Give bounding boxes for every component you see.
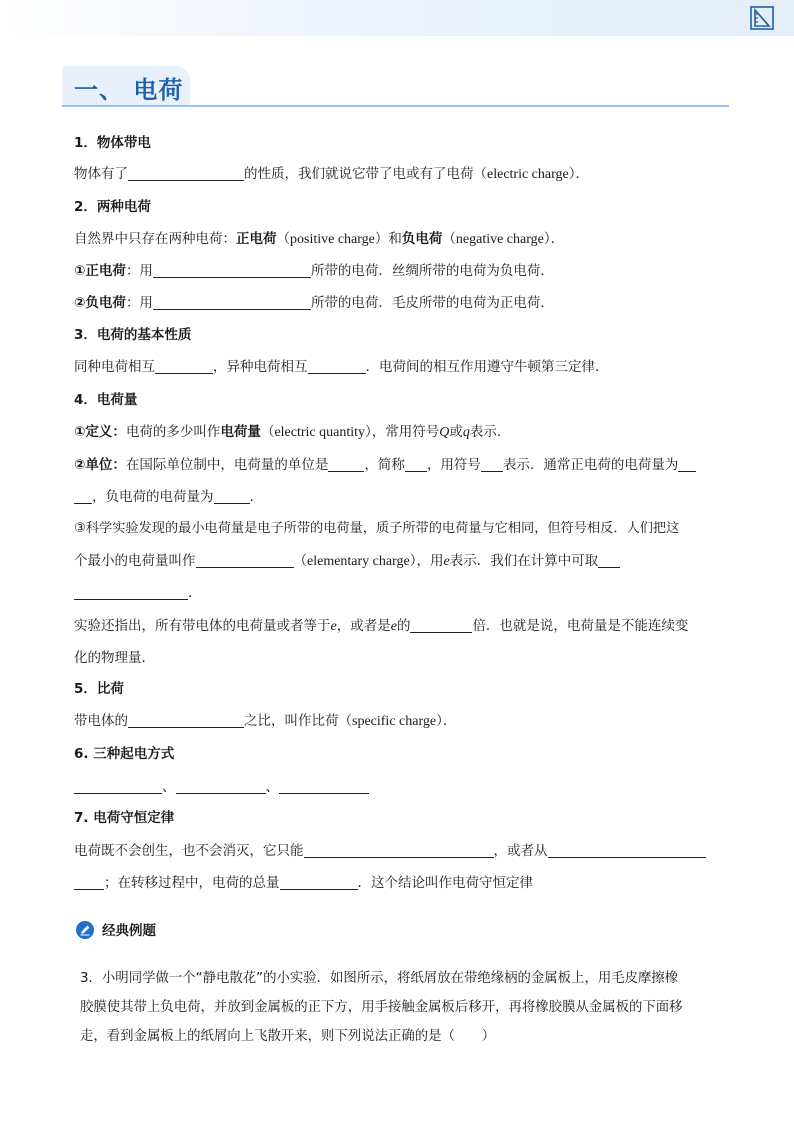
- blank[interactable]: [74, 585, 188, 600]
- blank[interactable]: [74, 489, 92, 504]
- experiment-line: 实验还指出，所有带电体的电荷量或者等于e，或者是e的 倍．也就是说，电荷量是不能连续变: [74, 618, 689, 634]
- heading-5: 5．比荷: [74, 681, 124, 697]
- blank[interactable]: [176, 779, 266, 794]
- blank[interactable]: [308, 359, 366, 374]
- blank[interactable]: [153, 263, 311, 278]
- blank[interactable]: [153, 295, 311, 310]
- blank[interactable]: [196, 553, 294, 568]
- blank[interactable]: [214, 489, 250, 504]
- header-rule: [62, 105, 729, 107]
- blank[interactable]: [410, 618, 472, 633]
- blank[interactable]: [279, 779, 369, 794]
- blank[interactable]: [678, 457, 696, 472]
- section-title: 一、 电荷: [74, 76, 184, 104]
- unit-line-2: ，负电荷的电荷量为 ．: [74, 487, 263, 507]
- heading-1: 1．物体带电: [74, 135, 151, 151]
- definition-line: ①定义：电荷的多少叫作电荷量（electric quantity），常用符号Q或q表示．: [74, 424, 511, 440]
- heading-2: 2．两种电荷: [74, 199, 151, 215]
- blank[interactable]: [598, 553, 620, 568]
- paragraph-3: 同种电荷相互 ，异种电荷相互 ．电荷间的相互作用遵守牛顿第三定律．: [74, 359, 609, 375]
- negative-charge-line: ②负电荷：用 所带的电荷．毛皮所带的电荷为正电荷．: [74, 295, 554, 311]
- blank[interactable]: [405, 457, 427, 472]
- paragraph-6: 、 、: [74, 777, 369, 797]
- paragraph-1: 物体有了 的性质，我们就说它带了电或有了电荷（electric charge）．: [74, 166, 589, 182]
- blank[interactable]: [304, 843, 494, 858]
- unit-line: ②单位：在国际单位制中，电荷量的单位是 ，简称 ，用符号 表示．通常正电荷的电荷量为: [74, 455, 696, 475]
- blank[interactable]: [128, 166, 244, 181]
- blank[interactable]: [280, 875, 358, 890]
- experiment-line-2: 化的物理量．: [74, 650, 155, 666]
- example-label: 经典例题: [102, 923, 156, 939]
- pencil-badge-icon: [76, 921, 94, 939]
- blank[interactable]: [548, 843, 706, 858]
- paragraph-2: 自然界中只存在两种电荷：正电荷（positive charge）和负电荷（negative charge）．: [74, 231, 565, 247]
- science-line: ③科学实验发现的最小电荷量是电子所带的电荷量，质子所带的电荷量与它相同，但符号相反．人们把这: [74, 521, 680, 536]
- top-band: [0, 0, 794, 36]
- paragraph-5: 带电体的 之比，叫作比荷（specific charge）．: [74, 713, 457, 729]
- science-line-2: 个最小的电荷量叫作 （elementary charge），用e表示．我们在计算中可取: [74, 551, 620, 572]
- blank[interactable]: [74, 779, 162, 794]
- positive-charge-line: ①正电荷：用 所带的电荷．丝绸所带的电荷为负电荷．: [74, 263, 554, 279]
- paragraph-7: 电荷既不会创生，也不会消灭，它只能 ，或者从: [74, 841, 706, 861]
- heading-4: 4．电荷量: [74, 392, 138, 408]
- blank[interactable]: [328, 457, 364, 472]
- blank[interactable]: [74, 875, 104, 890]
- heading-7: 7. 电荷守恒定律: [74, 810, 175, 826]
- question-line-2: 胶膜使其带上负电荷，并放到金属板的正下方，用手接触金属板后移开，再将橡胶膜从金属板的下面移: [80, 1000, 683, 1015]
- ruler-logo-icon: [750, 6, 774, 30]
- question-line-3: 走，看到金属板上的纸屑向上飞散开来，则下列说法正确的是（ ）: [80, 1029, 496, 1044]
- heading-3: 3．电荷的基本性质: [74, 327, 192, 343]
- blank[interactable]: [155, 359, 213, 374]
- paragraph-7-2: ；在转移过程中，电荷的总量 ．这个结论叫作电荷守恒定律: [74, 873, 533, 893]
- question-line-1: 3．小明同学做一个“静电散花”的小实验．如图所示，将纸屑放在带绝缘柄的金属板上，用毛皮摩擦橡: [80, 971, 679, 986]
- science-line-3: ．: [74, 583, 202, 603]
- blank[interactable]: [128, 713, 244, 728]
- heading-6: 6. 三种起电方式: [74, 746, 175, 762]
- blank[interactable]: [481, 457, 503, 472]
